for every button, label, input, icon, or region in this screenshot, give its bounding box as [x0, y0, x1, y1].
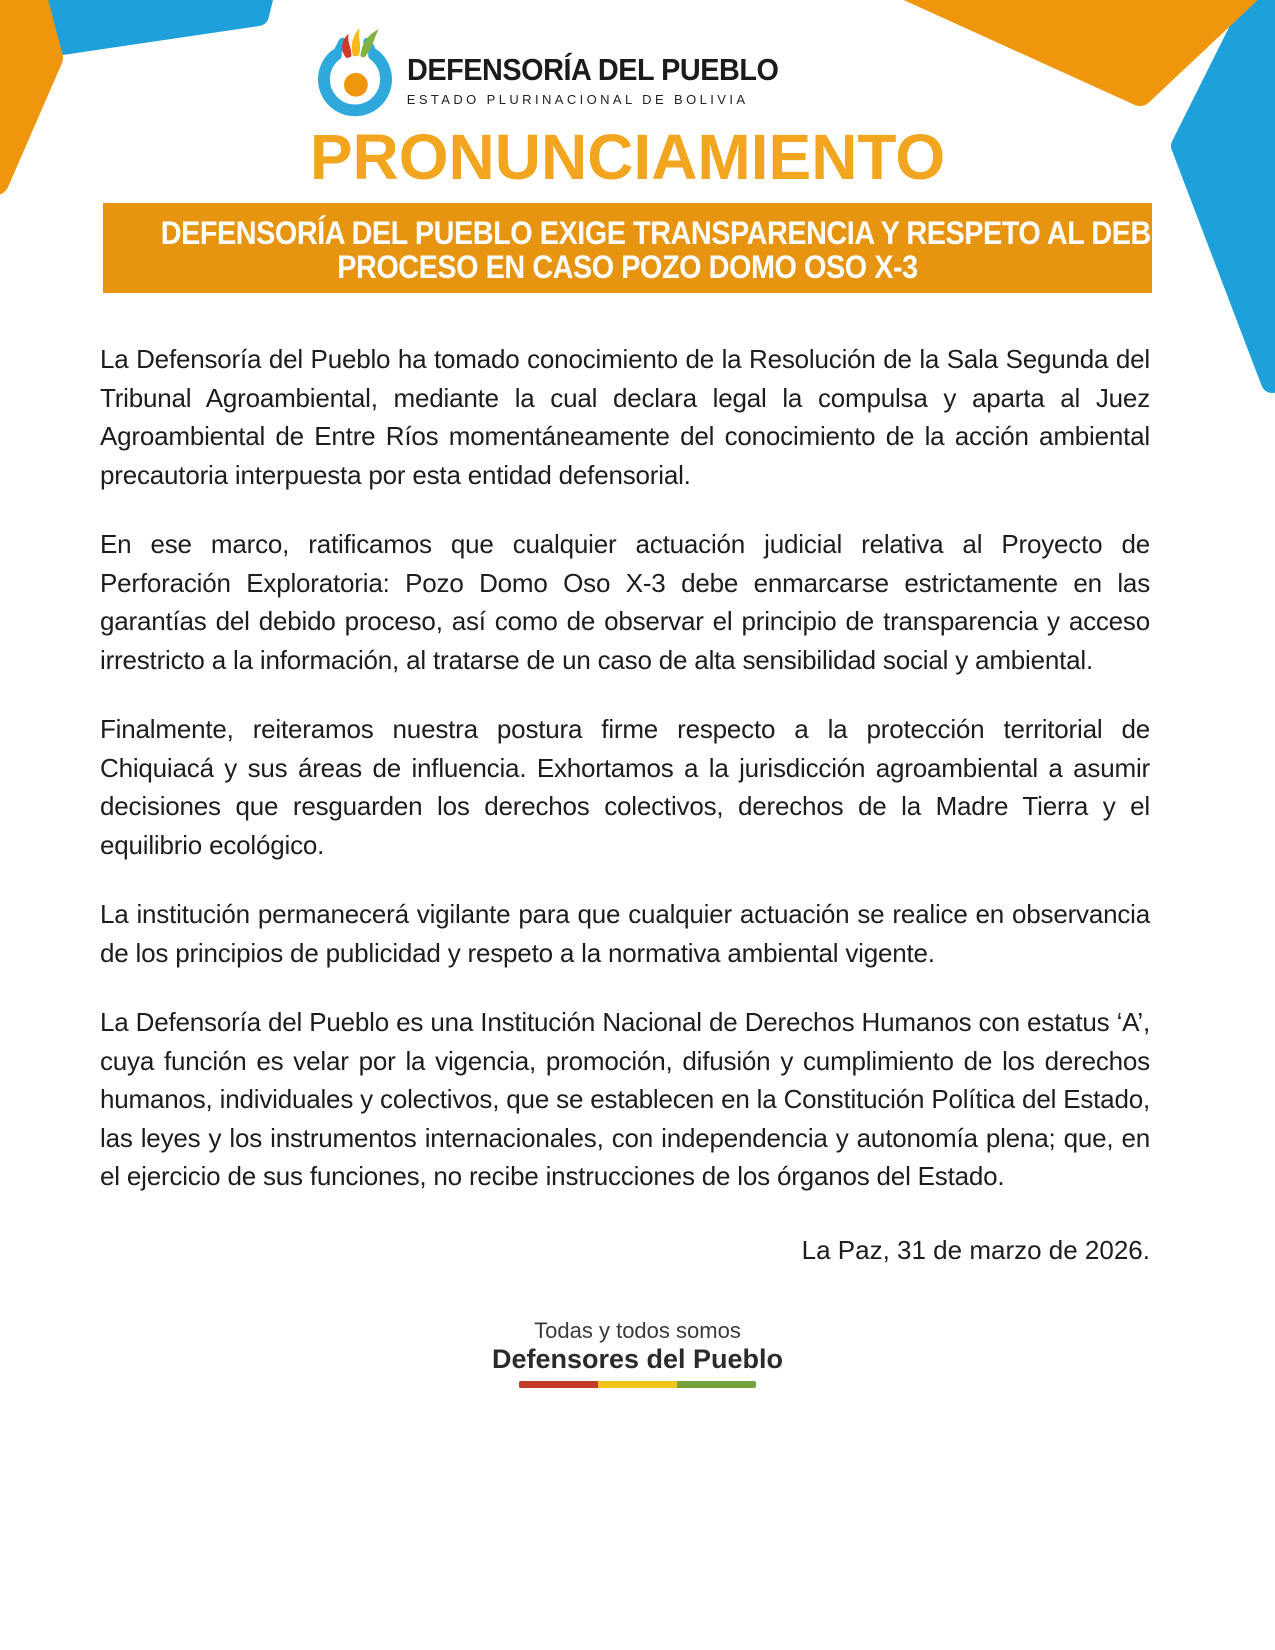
defensoria-logo-icon: [313, 26, 397, 118]
headline-line-1: DEFENSORÍA DEL PUEBLO EXIGE TRANSPARENCIA Y RESPETO AL DEBIDO: [160, 215, 1201, 251]
footer-slogan-line1: Todas y todos somos: [534, 1317, 741, 1343]
body-paragraph: La Defensoría del Pueblo es una Institución Nacional de Derechos Humanos con estatus ‘A’, cuya función es velar por la vigencia, promoción, difusión y cumplimiento de los derechos humanos, individuales y colectivos, que se establecen en la Constitución Política del Estado, las leyes y los instrumentos internacionales, con independencia y autonomía plena; que, en el ejercicio de sus funciones, no recibe instrucciones de los órganos del Estado.: [100, 1007, 1150, 1191]
body-paragraph: Finalmente, reiteramos nuestra postura firme respecto a la protección territorial de Chiquiacá y sus áreas de influencia. Exhortamos a la jurisdicción agroambiental a asumir decisiones que resguarden los derechos colectivos, derechos de la Madre Tierra y el equilibrio ecológico.: [100, 714, 1150, 860]
body-paragraph: La Defensoría del Pueblo ha tomado conocimiento de la Resolución de la Sala Segunda del Tribunal Agroambiental, mediante la cual declara legal la compulsa y aparta al Juez Agroambiental de Entre Ríos momentáneamente del conocimiento de la acción ambiental precautoria interpuesta por esta entidad defensorial.: [100, 344, 1150, 490]
footer-slogan-line2: Defensores del Pueblo: [491, 1343, 784, 1374]
logo-subtitle: ESTADO PLURINACIONAL DE BOLIVIA: [406, 92, 749, 107]
flag-bar-red-segment: [519, 1381, 598, 1388]
footer-slogan: [0, 1318, 1275, 1388]
page-title: PRONUNCIAMIENTO: [309, 121, 946, 193]
body-text: [100, 340, 1150, 1266]
logo: [0, 0, 1197, 118]
logo-text: [407, 52, 806, 107]
headline-banner: [103, 203, 1201, 293]
headline-line-2: PROCESO EN CASO POZO DOMO OSO X-3: [337, 249, 918, 285]
body-paragraph: La institución permanecerá vigilante para que cualquier actuación se realice en observancia de los principios de publicidad y respeto a la normativa ambiental vigente.: [100, 899, 1150, 968]
logo-title: DEFENSORÍA DEL PUEBLO: [406, 52, 779, 87]
flag-bar-yellow-segment: [598, 1381, 677, 1388]
flag-bar-green-segment: [677, 1381, 756, 1388]
bolivia-flag-bar: [519, 1381, 756, 1388]
body-paragraph: En ese marco, ratificamos que cualquier actuación judicial relativa al Proyecto de Perforación Exploratoria: Pozo Domo Oso X-3 debe enmarcarse estrictamente en las garantías del debido proceso, así como de observar el principio de transparencia y acceso irrestricto a la información, al tratarse de un caso de alta sensibilidad social y ambiental.: [100, 529, 1150, 675]
dateline: La Paz, 31 de marzo de 2026.: [801, 1234, 1150, 1265]
